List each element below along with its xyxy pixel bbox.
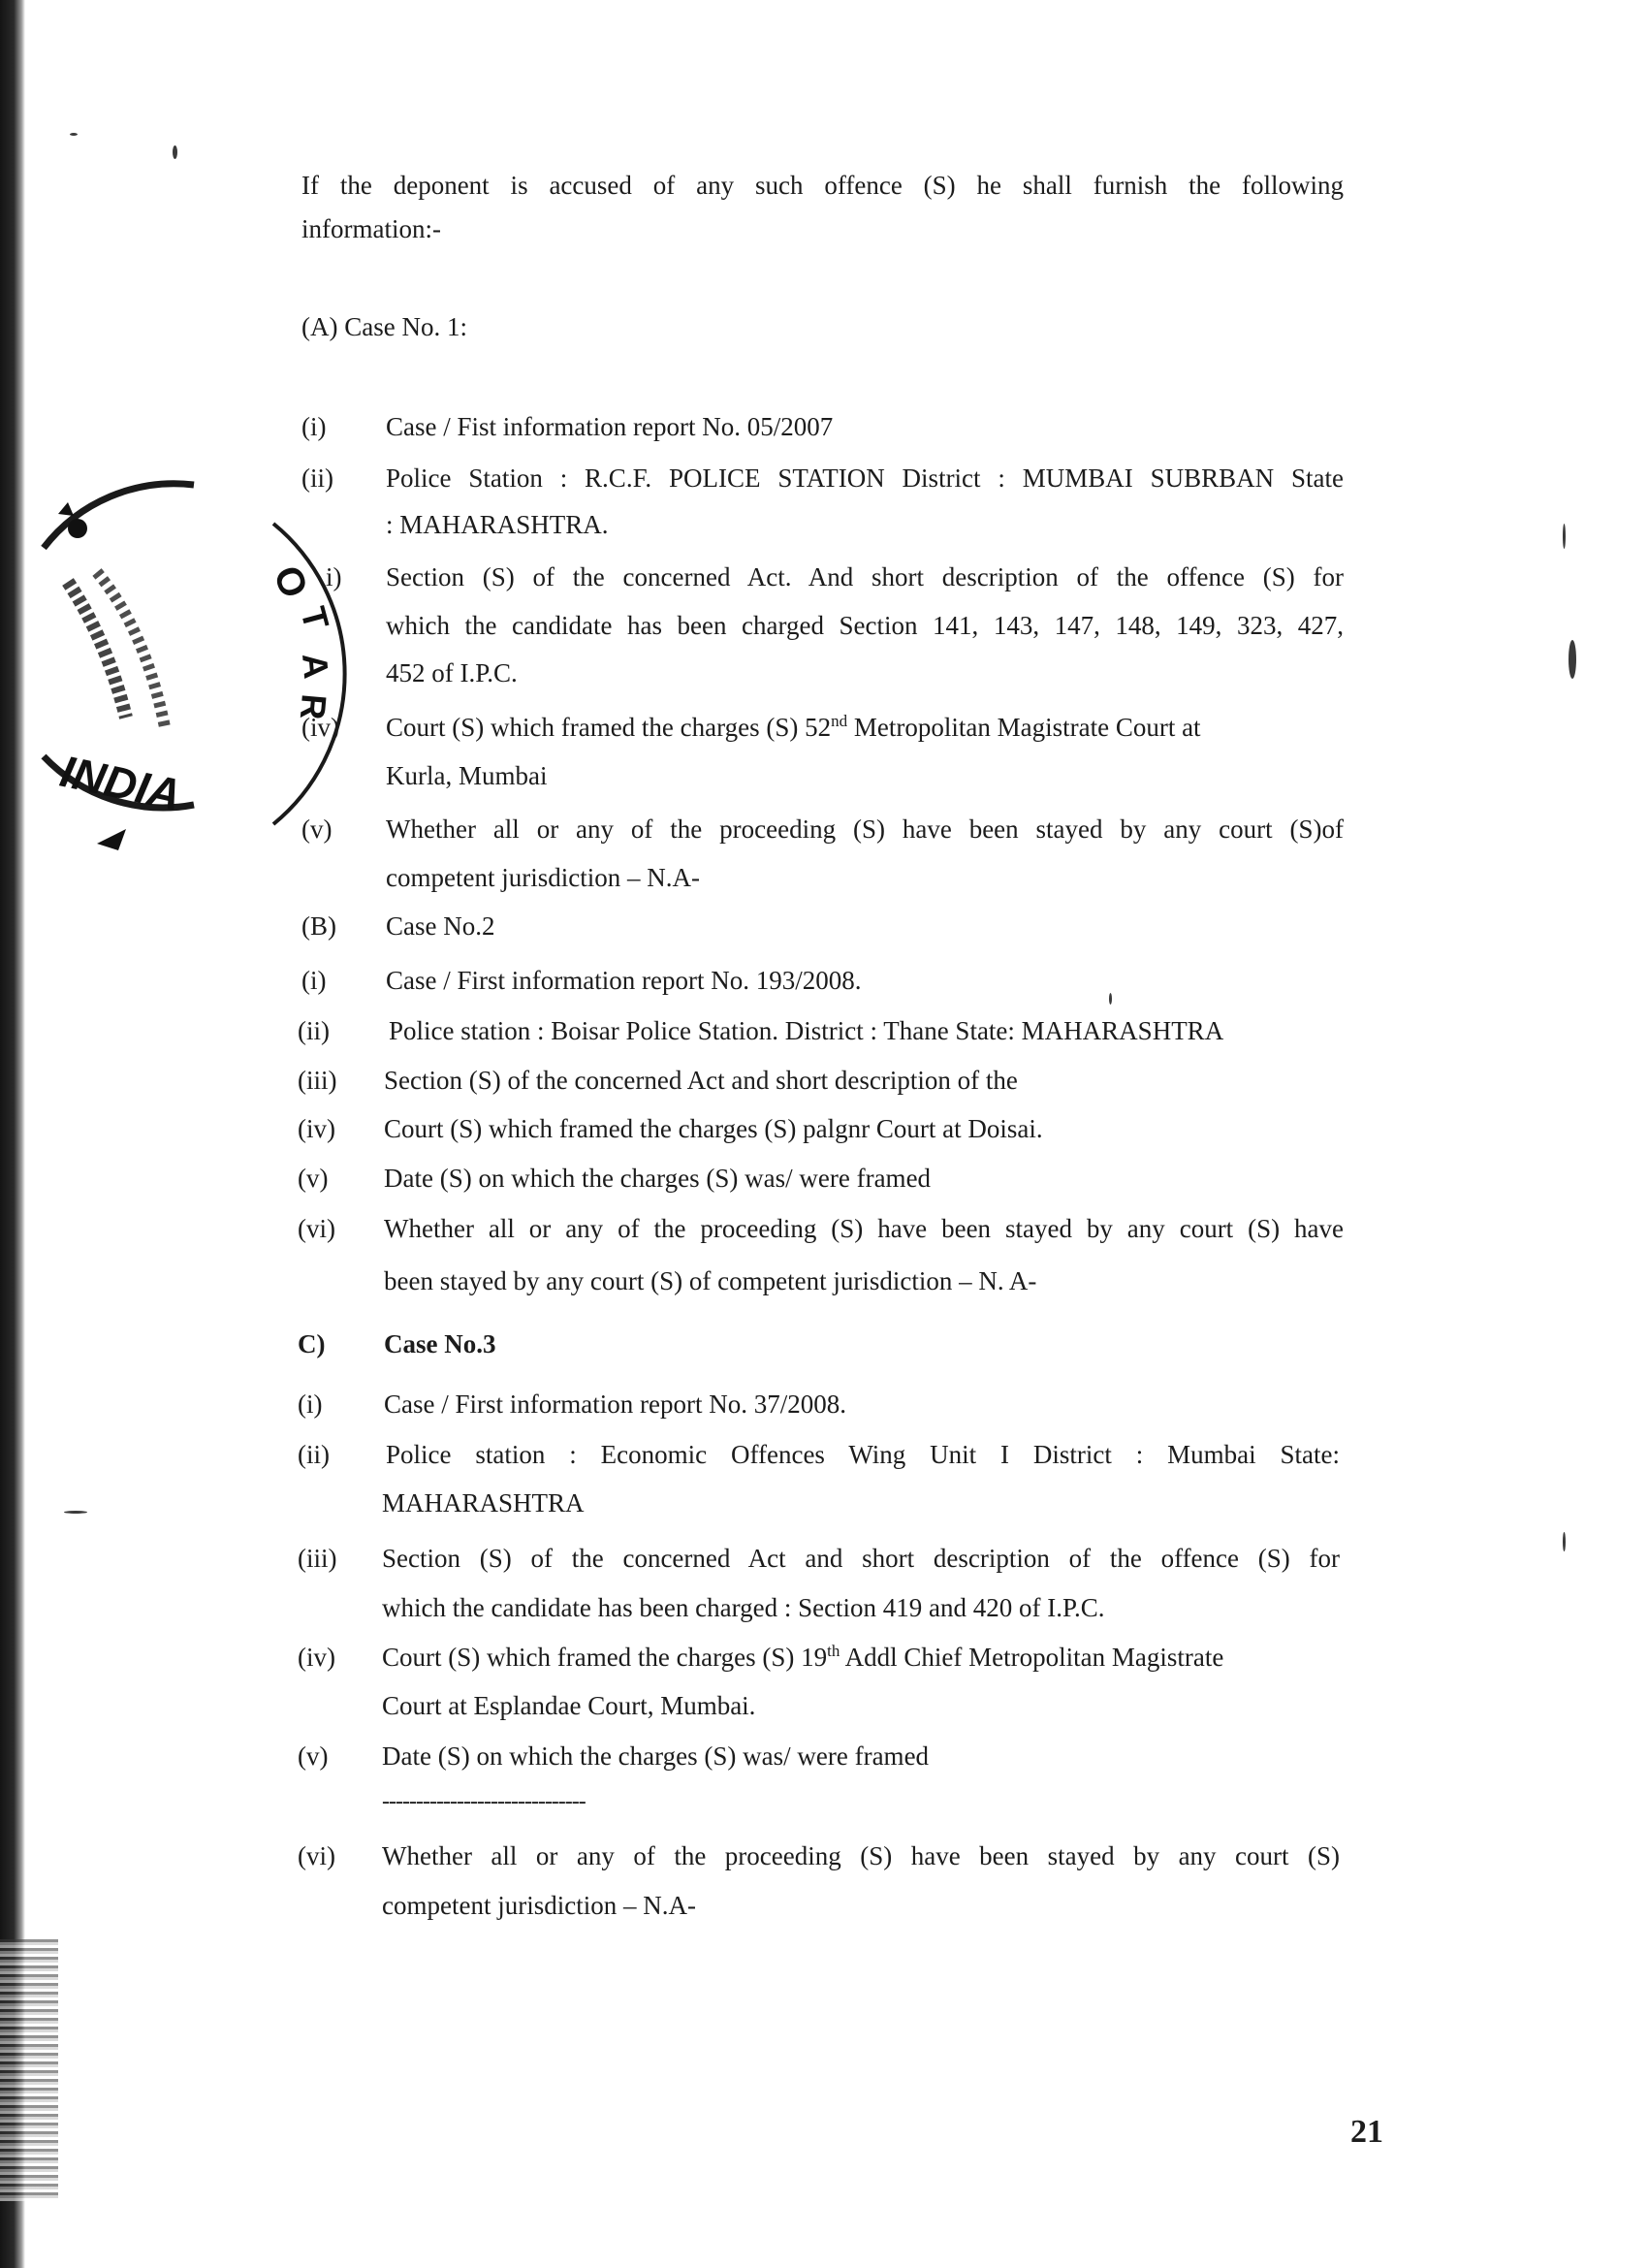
case-a-item-5-line-1: Whether all or any of the proceeding (S) have been stayed by any court (S)of — [386, 815, 1344, 844]
case-b-item-1-number: (i) — [301, 966, 327, 995]
intro-line-2: information:- — [301, 214, 441, 243]
notary-stamp — [19, 456, 388, 853]
case-a-item-5-line-2: competent jurisdiction – N.A- — [386, 863, 700, 892]
scan-speck — [64, 1511, 87, 1514]
case-a-item-3-line-3: 452 of I.P.C. — [386, 658, 518, 687]
case-c-item-1-number: (i) — [298, 1390, 323, 1419]
case-b-item-3-text: Section (S) of the concerned Act and short description of the — [384, 1066, 1018, 1095]
case-b-item-3-number: (iii) — [298, 1066, 337, 1095]
case-c-item-3-line-2: which the candidate has been charged : Section 419 and 420 of I.P.C. — [382, 1593, 1105, 1622]
case-c-item-4-number: (iv) — [298, 1643, 335, 1672]
page-number: 21 — [1350, 2114, 1383, 2150]
case-a-item-4-line-2: Kurla, Mumbai — [386, 761, 548, 790]
stamp-seal-text-block — [68, 582, 126, 718]
stamp-ink-blot — [97, 829, 126, 850]
scan-speck — [1569, 640, 1576, 679]
case-a-item-2-number: (ii) — [301, 463, 333, 493]
case-c-number: C) — [298, 1329, 326, 1358]
scan-edge-noise — [0, 1939, 58, 2201]
stamp-country-text: INDIA — [55, 745, 186, 820]
case-a-item-4-line-1: Court (S) which framed the charges (S) 52nd Metropolitan Magistrate Court at — [386, 712, 1201, 742]
case-c-item-5-blank-line: ------------------------------ — [382, 1789, 586, 1814]
svg-text:R: R — [292, 692, 334, 721]
case-a-item-3-line-2: which the candidate has been charged Section 141, 143, 147, 148, 149, 323, 427, — [386, 611, 1344, 640]
case-b-item-1-text: Case / First information report No. 193/2008. — [386, 966, 862, 995]
case-a-item-2-line-1: Police Station : R.C.F. POLICE STATION District : MUMBAI SUBRBAN State — [386, 463, 1344, 493]
case-c-heading: Case No.3 — [384, 1329, 496, 1358]
stamp-arc-text: O — [265, 560, 316, 604]
case-a-item-4-number: (iv) — [301, 713, 339, 742]
case-c-item-4-line-2: Court at Esplandae Court, Mumbai. — [382, 1691, 756, 1720]
case-c-item-6-number: (vi) — [298, 1841, 335, 1870]
scan-speck — [1109, 993, 1112, 1005]
case-a-item-1-text: Case / Fist information report No. 05/2007 — [386, 412, 834, 441]
scan-speck — [173, 145, 177, 159]
case-c-item-3-number: (iii) — [298, 1544, 337, 1573]
case-b-item-6-line-1: Whether all or any of the proceeding (S) have been stayed by any court (S) have — [384, 1214, 1344, 1243]
case-b-heading: Case No.2 — [386, 911, 495, 941]
svg-text:T: T — [293, 602, 337, 634]
case-c-item-5-number: (v) — [298, 1741, 329, 1771]
case-c-item-1-text: Case / First information report No. 37/2008. — [384, 1390, 846, 1419]
case-a-item-2-line-2: : MAHARASHTRA. — [386, 510, 609, 539]
case-b-item-5-text: Date (S) on which the charges (S) was/ were framed — [384, 1164, 932, 1193]
case-c-item-2-line-2: MAHARASHTRA — [382, 1488, 585, 1517]
case-c-item-2-number: (ii) — [298, 1440, 330, 1469]
case-b-item-2-number: (ii) — [298, 1016, 330, 1045]
case-b-item-6-line-2: been stayed by any court (S) of competent jurisdiction – N. A- — [384, 1266, 1037, 1295]
intro-line-1: If the deponent is accused of any such offence (S) he shall furnish the following — [301, 171, 1344, 200]
scan-speck — [70, 133, 78, 136]
case-c-item-3-line-1: Section (S) of the concerned Act and short description of the offence (S) for — [382, 1544, 1340, 1573]
case-a-item-3-line-1: Section (S) of the concerned Act. And short description of the offence (S) for — [386, 562, 1344, 591]
case-b-item-2-text: Police station : Boisar Police Station. District : Thane State: MAHARASHTRA — [389, 1016, 1224, 1045]
case-a-item-3-number: i) — [326, 562, 342, 591]
scan-speck — [1563, 524, 1566, 549]
case-b-item-4-number: (iv) — [298, 1114, 335, 1143]
case-a-heading: (A) Case No. 1: — [301, 312, 467, 341]
case-b-number: (B) — [301, 911, 336, 941]
case-a-item-5-number: (v) — [301, 815, 333, 844]
stamp-star-1 — [68, 519, 87, 538]
svg-text:A: A — [295, 652, 337, 681]
stamp-outer-arc-top — [44, 484, 194, 548]
scan-speck — [1563, 1532, 1566, 1551]
case-b-item-6-number: (vi) — [298, 1214, 335, 1243]
case-c-item-5-text: Date (S) on which the charges (S) was/ were framed — [382, 1741, 930, 1771]
case-b-item-5-number: (v) — [298, 1164, 329, 1193]
case-b-item-4-text: Court (S) which framed the charges (S) palgnr Court at Doisai. — [384, 1114, 1043, 1143]
scan-edge-shadow — [0, 0, 25, 2268]
case-a-item-1-number: (i) — [301, 412, 327, 441]
case-c-item-2-line-1: Police station : Economic Offences Wing Unit I District : Mumbai State: — [386, 1440, 1340, 1469]
case-c-item-4-line-1: Court (S) which framed the charges (S) 19th Addl Chief Metropolitan Magistrate — [382, 1642, 1224, 1672]
case-c-item-6-line-1: Whether all or any of the proceeding (S) have been stayed by any court (S) — [382, 1841, 1340, 1870]
case-c-item-6-line-2: competent jurisdiction – N.A- — [382, 1891, 696, 1920]
